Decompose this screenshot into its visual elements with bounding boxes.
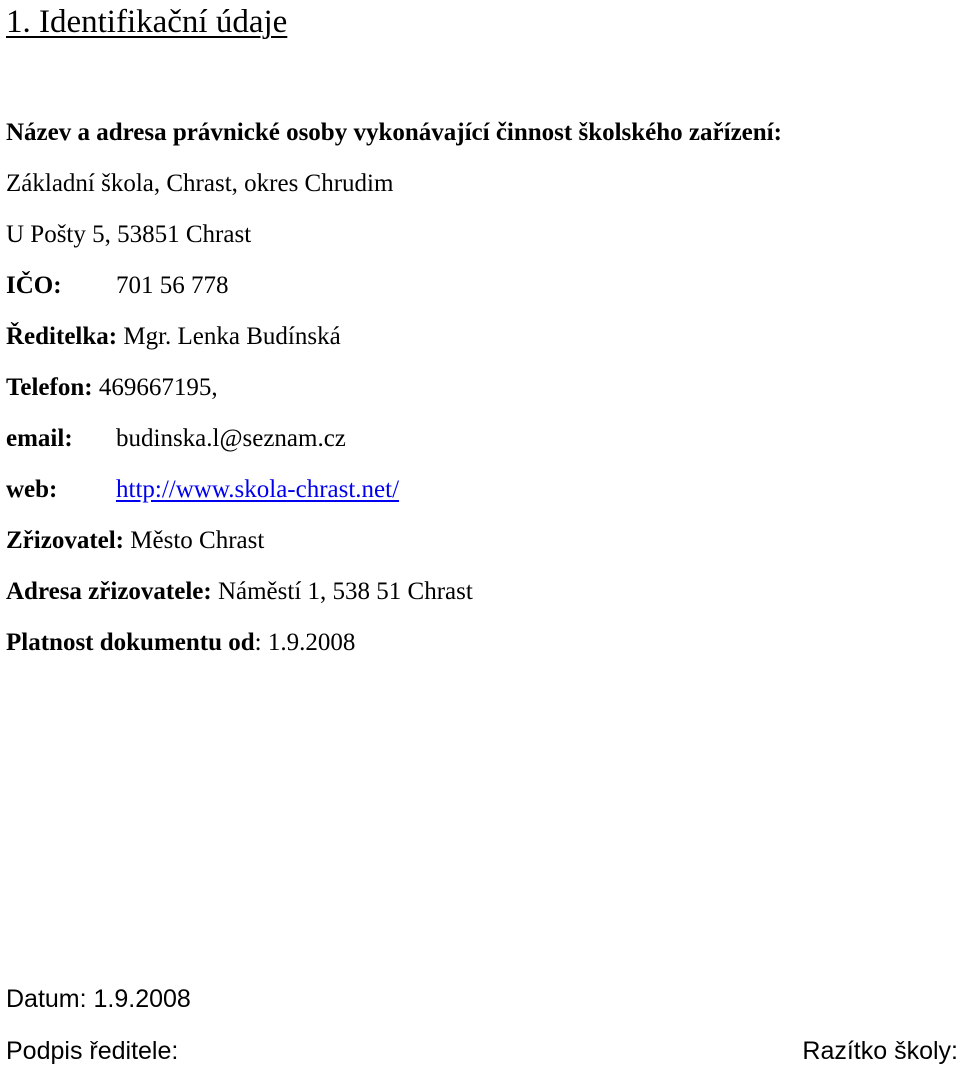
- director-label: Ředitelka:: [6, 323, 118, 350]
- email-value[interactable]: budinska.l@seznam.cz: [116, 425, 346, 452]
- phone-value: 469667195,: [98, 374, 218, 401]
- date-line: Datum: 1.9.2008: [6, 985, 191, 1013]
- school-name: Základní škola, Chrast, okres Chrudim: [6, 170, 394, 197]
- phone-row: [6, 375, 218, 400]
- founder-value: Město Chrast: [130, 527, 265, 554]
- director-value: Mgr. Lenka Budínská: [123, 323, 341, 350]
- validity-value: : 1.9.2008: [254, 629, 356, 656]
- stamp-label: Razítko školy:: [802, 1037, 958, 1065]
- founder-row: [6, 528, 264, 553]
- legal-entity-label: Název a adresa právnické osoby vykonávající činnost školského zařízení:: [6, 119, 782, 146]
- email-row: [6, 426, 346, 451]
- page-title: 1. Identifikační údaje: [6, 4, 288, 40]
- web-link[interactable]: http://www.skola-chrast.net/: [116, 476, 400, 503]
- school-address: U Pošty 5, 53851 Chrast: [6, 221, 252, 248]
- founder-address-row: [6, 579, 473, 604]
- phone-label: Telefon:: [6, 374, 93, 401]
- validity-label: Platnost dokumentu od: [6, 629, 255, 656]
- web-row: [6, 477, 399, 502]
- ico-label: IČO:: [6, 272, 62, 299]
- founder-address-label: Adresa zřizovatele:: [6, 578, 212, 605]
- ico-row: [6, 273, 229, 298]
- signature-label: Podpis ředitele:: [6, 1037, 179, 1065]
- founder-address-value: Náměstí 1, 538 51 Chrast: [217, 578, 473, 605]
- ico-value: 701 56 778: [116, 272, 229, 299]
- founder-label: Zřizovatel:: [6, 527, 125, 554]
- email-label: email:: [6, 425, 73, 452]
- director-row: [6, 324, 341, 349]
- validity-row: [6, 630, 355, 655]
- web-label: web:: [6, 476, 58, 503]
